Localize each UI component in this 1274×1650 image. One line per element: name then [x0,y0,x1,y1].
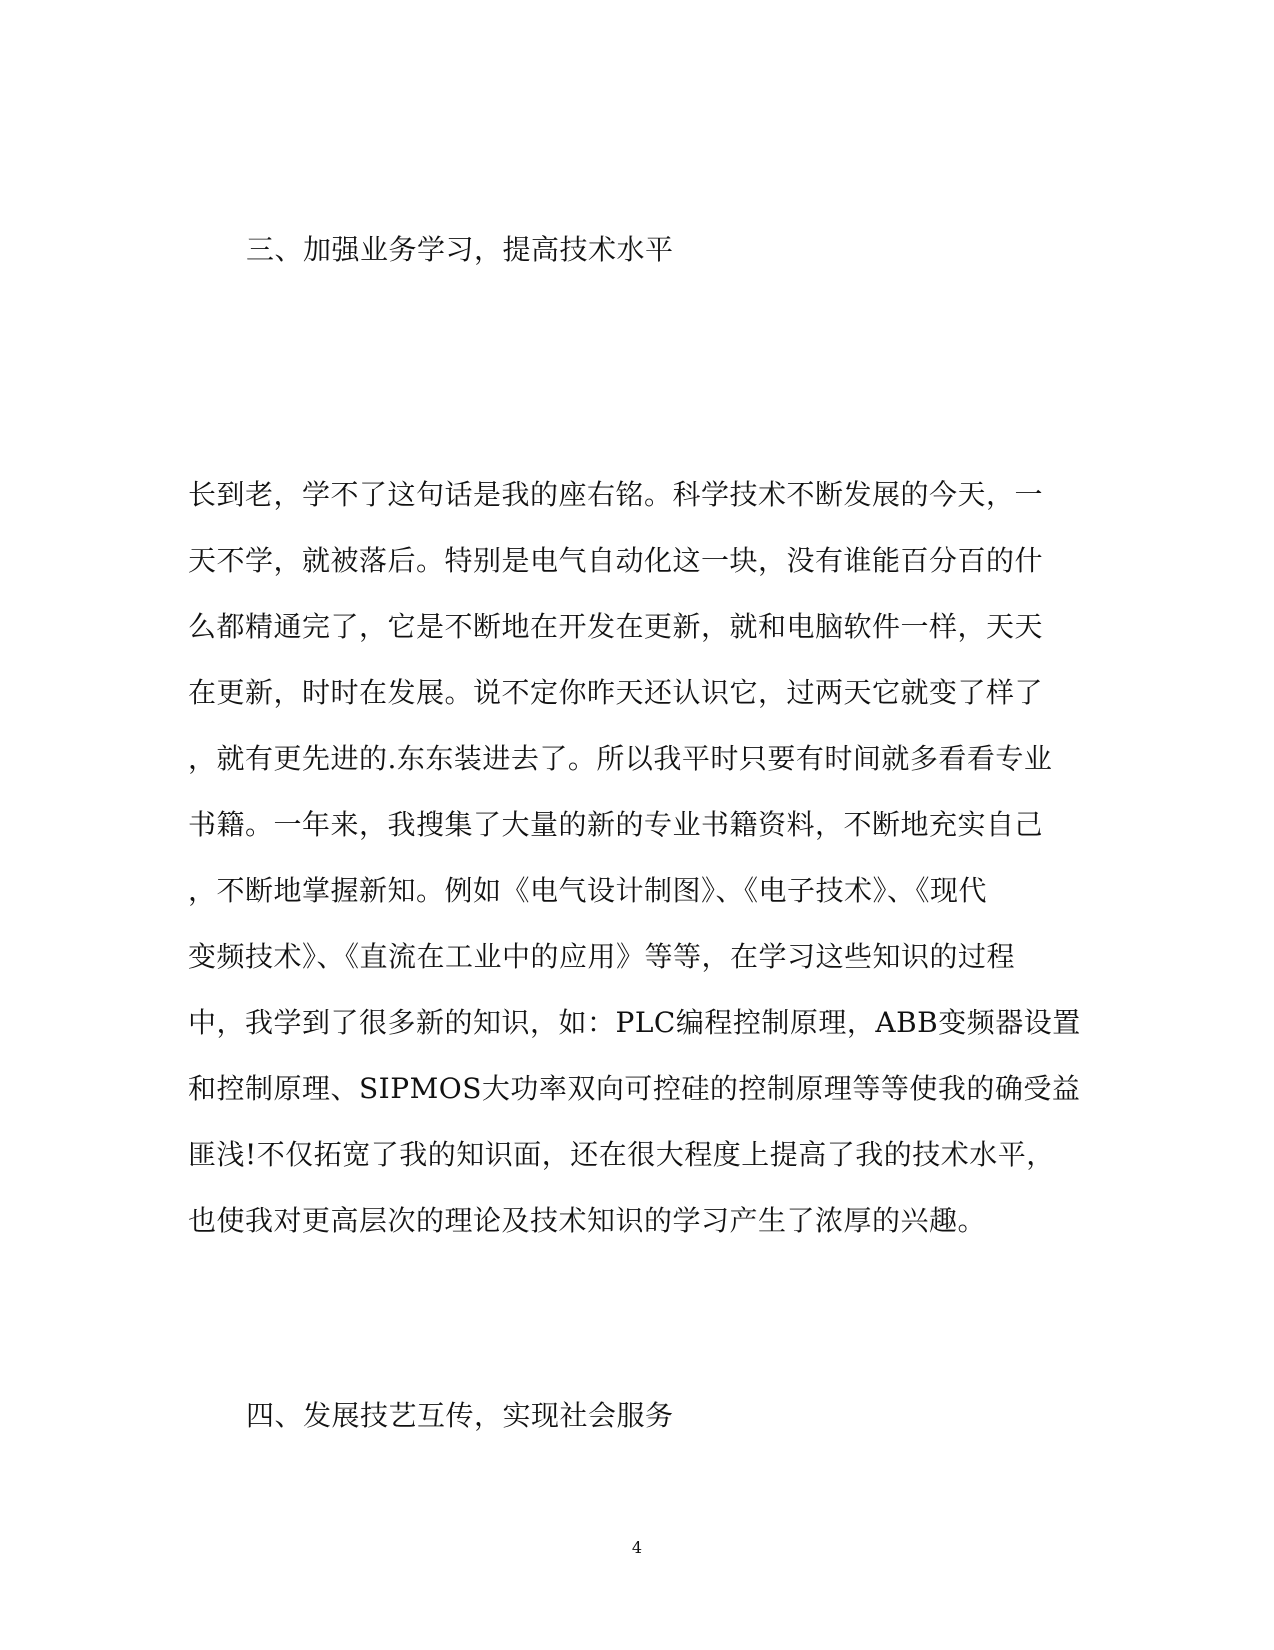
page-number: 4 [631,1538,643,1557]
paragraph-line: 变频技术》、《直流在工业中的应用》等等，在学习这些知识的过程 [188,940,1016,973]
section-heading-three: 三、加强业务学习，提高技术水平 [246,233,674,266]
paragraph-line: 匪浅!不仅拓宽了我的知识面，还在很大程度上提高了我的技术水平， [188,1138,1055,1171]
section-heading-four: 四、发展技艺互传，实现社会服务 [246,1399,674,1432]
paragraph-line: 书籍。一年来，我搜集了大量的新的专业书籍资料，不断地充实自己 [188,808,1044,841]
paragraph-line: 长到老，学不了这句话是我的座右铭。科学技术不断发展的今天，一 [188,478,1044,511]
paragraph-line: 和控制原理、SIPMOS大功率双向可控硅的控制原理等等使我的确受益 [188,1072,1081,1105]
paragraph-line: 中，我学到了很多新的知识，如：PLC编程控制原理，ABB变频器设置 [188,1006,1081,1039]
paragraph-line: ，不断地掌握新知。例如《电气设计制图》、《电子技术》、《现代 [188,874,988,907]
body-paragraph [188,462,1088,1254]
paragraph-line: 在更新，时时在发展。说不定你昨天还认识它，过两天它就变了样了 [188,676,1044,709]
paragraph-line: 么都精通完了，它是不断地在开发在更新，就和电脑软件一样，天天 [188,610,1044,643]
paragraph-line: ，就有更先进的.东东装进去了。所以我平时只要有时间就多看看专业 [188,742,1053,775]
paragraph-line: 也使我对更高层次的理论及技术知识的学习产生了浓厚的兴趣。 [188,1204,987,1237]
paragraph-line: 天不学，就被落后。特别是电气自动化这一块，没有谁能百分百的什 [188,544,1044,577]
